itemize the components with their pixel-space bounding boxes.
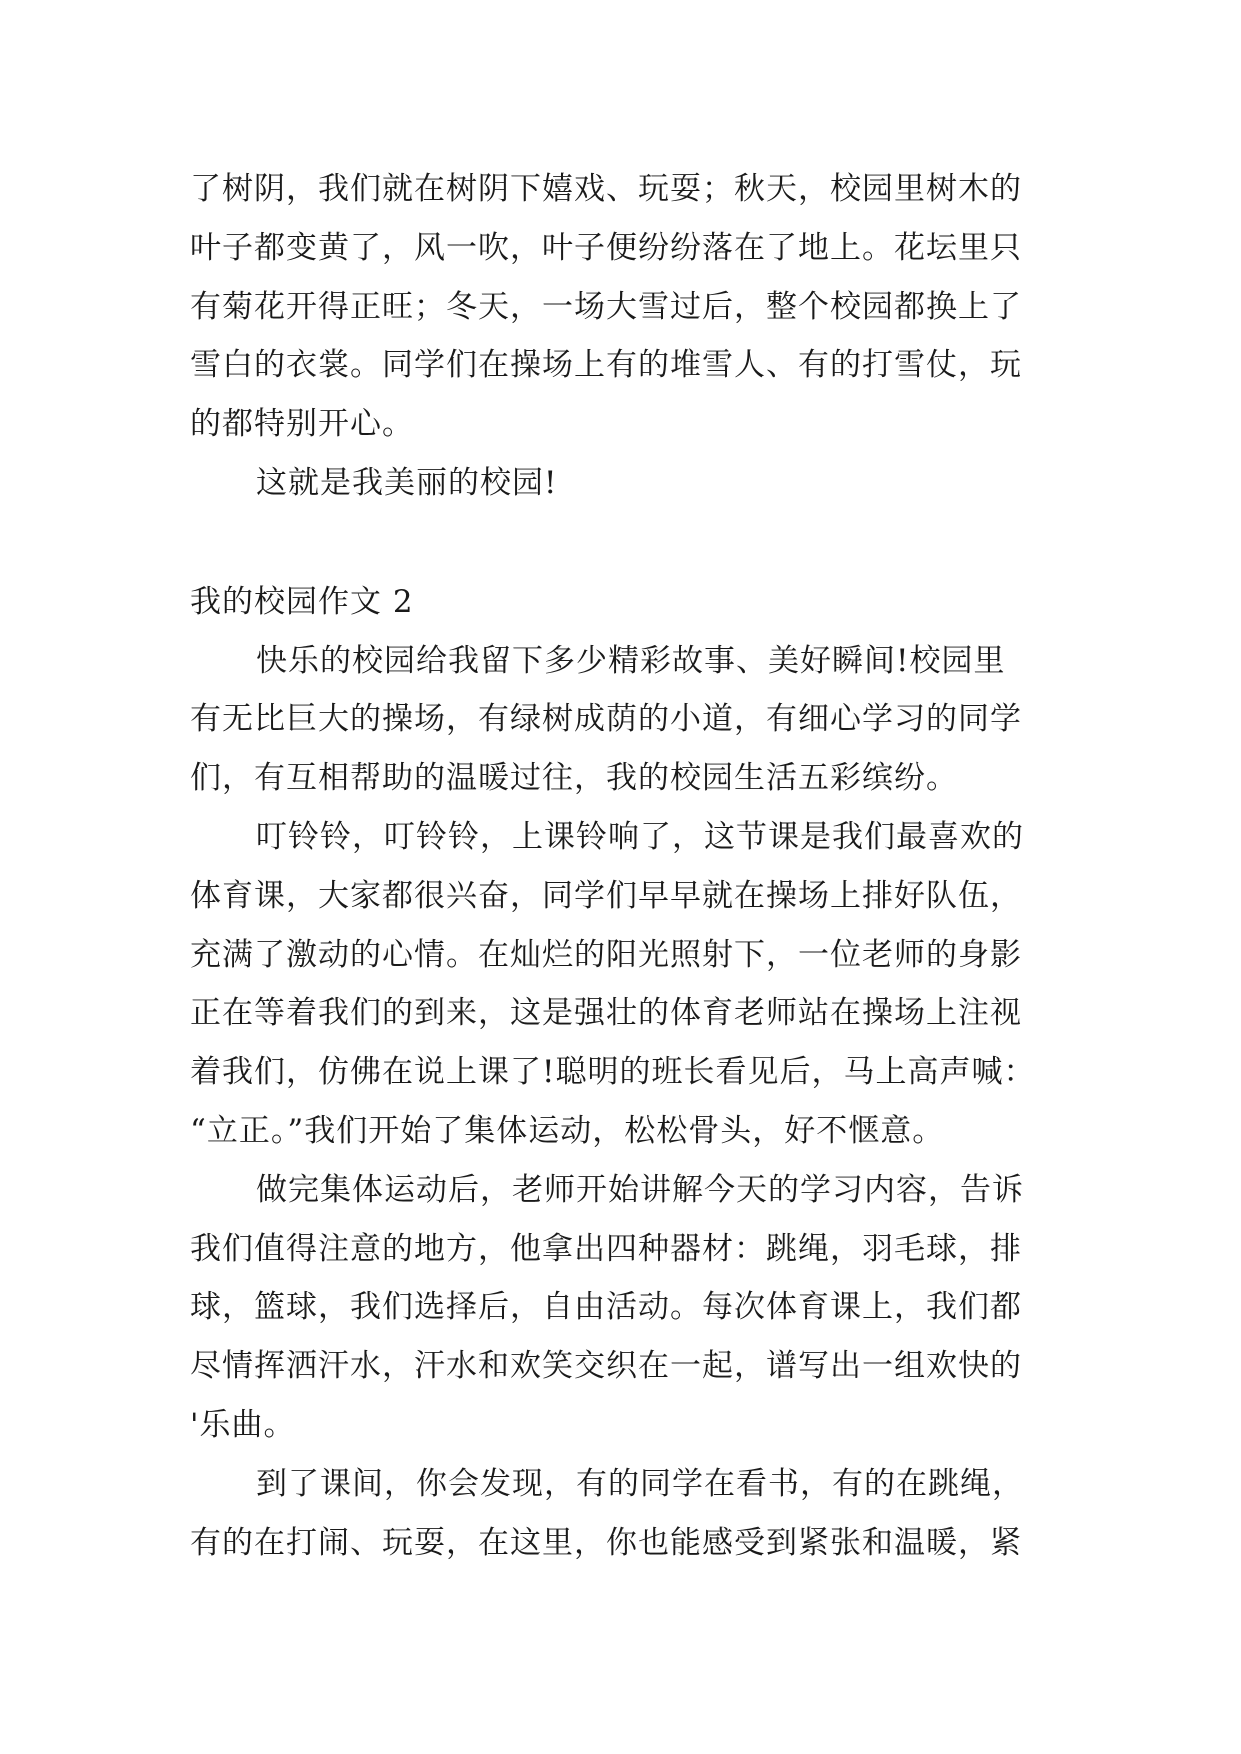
text-line: 快乐的校园给我留下多少精彩故事、美好瞬间!校园里	[256, 642, 1006, 679]
text-line: 叮铃铃，叮铃铃，上课铃响了，这节课是我们最喜欢的	[256, 818, 1024, 855]
essay-text	[190, 160, 1090, 1572]
paragraph-activities	[190, 1161, 1090, 1455]
paragraph-intro	[190, 632, 1090, 808]
text-line: 我们值得注意的地方，他拿出四种器材：跳绳，羽毛球，排	[190, 1230, 1022, 1267]
text-line: 正在等着我们的到来，这是强壮的体育老师站在操场上注视	[190, 995, 1022, 1032]
text-line: 雪白的衣裳。同学们在操场上有的堆雪人、有的打雪仗，玩	[190, 347, 1022, 384]
text-line: 充满了激动的心情。在灿烂的阳光照射下，一位老师的身影	[190, 936, 1022, 973]
text-line: 到了课间，你会发现，有的同学在看书，有的在跳绳，	[256, 1465, 1024, 1502]
text-line: 有的在打闹、玩耍，在这里，你也能感受到紧张和温暖，紧	[190, 1524, 1022, 1561]
text-line: 有菊花开得正旺；冬天，一场大雪过后，整个校园都换上了	[190, 288, 1022, 325]
paragraph-seasons	[190, 160, 1090, 454]
text-line: “立正。”我们开始了集体运动，松松骨头，好不惬意。	[190, 1112, 945, 1149]
text-line: 着我们，仿佛在说上课了!聪明的班长看见后，马上高声喊：	[190, 1054, 1036, 1091]
paragraph-break-time	[190, 1455, 1090, 1573]
text-line: 有无比巨大的操场，有绿树成荫的小道，有细心学习的同学	[190, 701, 1022, 738]
text-line: 了树阴，我们就在树阴下嬉戏、玩耍；秋天，校园里树木的	[190, 171, 1022, 207]
closing-sentence: 这就是我美丽的校园!	[256, 464, 558, 501]
essay-title: 我的校园作文 2	[190, 583, 414, 620]
text-line: '乐曲。	[190, 1406, 296, 1443]
text-line: 尽情挥洒汗水，汗水和欢笑交织在一起，谱写出一组欢快的	[190, 1348, 1022, 1385]
text-line: 叶子都变黄了，风一吹，叶子便纷纷落在了地上。花坛里只	[190, 229, 1022, 266]
text-line: 的都特别开心。	[190, 406, 414, 443]
text-line: 们，有互相帮助的温暖过往，我的校园生活五彩缤纷。	[190, 760, 958, 797]
text-line: 做完集体运动后，老师开始讲解今天的学习内容，告诉	[256, 1171, 1024, 1208]
paragraph-pe-class	[190, 808, 1090, 1161]
text-line: 体育课，大家都很兴奋，同学们早早就在操场上排好队伍，	[190, 877, 1022, 914]
text-line: 球，篮球，我们选择后，自由活动。每次体育课上，我们都	[190, 1289, 1022, 1326]
